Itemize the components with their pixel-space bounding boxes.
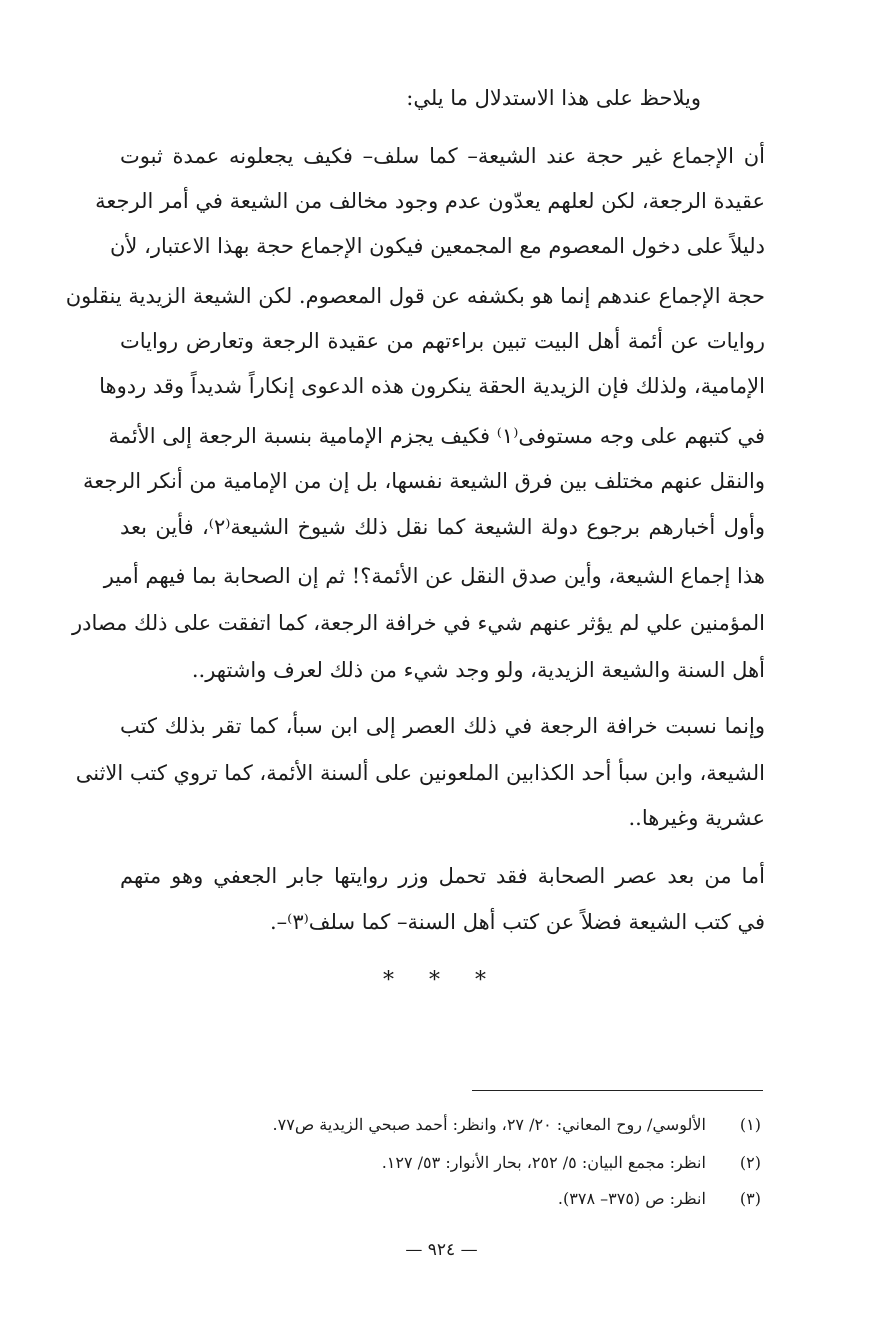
footnote-item — [382, 1148, 761, 1178]
footnote-number: (٣) — [739, 1189, 761, 1208]
page-number: — ٩٢٤ — — [405, 1240, 478, 1260]
section-separator: * * * — [383, 968, 500, 993]
paragraph-1-line: هذا إجماع الشيعة، وأين صدق النقل عن الأئمة؟! ثم إن الصحابة بما فيهم أمير — [103, 564, 765, 588]
paragraph-1-line: وأول أخبارهم برجوع دولة الشيعة كما نقل ذلك شيوخ الشيعة⁽٢⁾، فأين بعد — [120, 515, 765, 539]
footnote-divider — [472, 1090, 763, 1091]
footnote-text: انظر: مجمع البيان: ٥/ ٢٥٢، بحار الأنوار: ٥٣/ ١٢٧. — [381, 1153, 706, 1172]
footnote-number: (٢) — [739, 1153, 761, 1172]
footnote-text: انظر: ص (٣٧٥– ٣٧٨). — [557, 1189, 706, 1208]
paragraph-3-line: أما من بعد عصر الصحابة فقد تحمل وزر روايتها جابر الجعفي وهو متهم — [120, 864, 765, 888]
footnote-text: الألوسي/ روح المعاني: ٢٠/ ٢٧، وانظر: أحمد صبحي الزيدية ص٧٧. — [272, 1115, 706, 1134]
footnote-number: (١) — [739, 1115, 761, 1134]
paragraph-1-line: روايات عن أئمة أهل البيت تبين براءتهم من عقيدة الرجعة وتعارض روايات — [120, 329, 765, 353]
paragraph-2-line: وإنما نسبت خرافة الرجعة في ذلك العصر إلى ابن سبأ، كما تقر بذلك كتب — [120, 714, 765, 738]
paragraph-1-line: عقيدة الرجعة، لكن لعلهم يعدّون عدم وجود مخالف من الشيعة في أمر الرجعة — [95, 189, 765, 213]
paragraph-3-line: في كتب الشيعة فضلاً عن كتب أهل السنة– كما سلف⁽٣⁾–. — [270, 910, 765, 934]
paragraph-1-line: أن الإجماع غير حجة عند الشيعة– كما سلف– فكيف يجعلونه عمدة ثبوت — [120, 144, 765, 168]
paragraph-1-line: والنقل عنهم مختلف بين فرق الشيعة نفسها، بل إن من الإمامية من أنكر الرجعة — [82, 469, 765, 493]
paragraph-1-line: أهل السنة والشيعة الزيدية، ولو وجد شيء من ذلك لعرف واشتهر.. — [191, 658, 765, 682]
paragraph-1-line: دليلاً على دخول المعصوم مع المجمعين فيكون الإجماع حجة بهذا الاعتبار، لأن — [110, 234, 765, 258]
paragraph-1-line: الإمامية، ولذلك فإن الزيدية الحقة ينكرون هذه الدعوى إنكاراً شديداً وقد ردوها — [99, 374, 765, 398]
paragraph-2-line: عشرية وغيرها.. — [628, 806, 765, 830]
paragraph-1-line: في كتبهم على وجه مستوفى⁽١⁾ فكيف يجزم الإمامية بنسبة الرجعة إلى الأئمة — [108, 424, 765, 448]
paragraph-2-line: الشيعة، وابن سبأ أحد الكذابين الملعونين على ألسنة الأئمة، كما تروي كتب الاثنى — [75, 761, 765, 785]
paragraph-1-line: حجة الإجماع عندهم إنما هو بكشفه عن قول المعصوم. لكن الشيعة الزيدية ينقلون — [65, 284, 765, 308]
paragraph-1-line: المؤمنين علي لم يؤثر عنهم شيء في خرافة الرجعة، كما اتفقت على ذلك مصادر — [72, 611, 765, 635]
footnote-item — [273, 1110, 761, 1140]
intro-line: ويلاحظ على هذا الاستدلال ما يلي: — [406, 86, 701, 110]
footnote-item — [558, 1184, 761, 1214]
